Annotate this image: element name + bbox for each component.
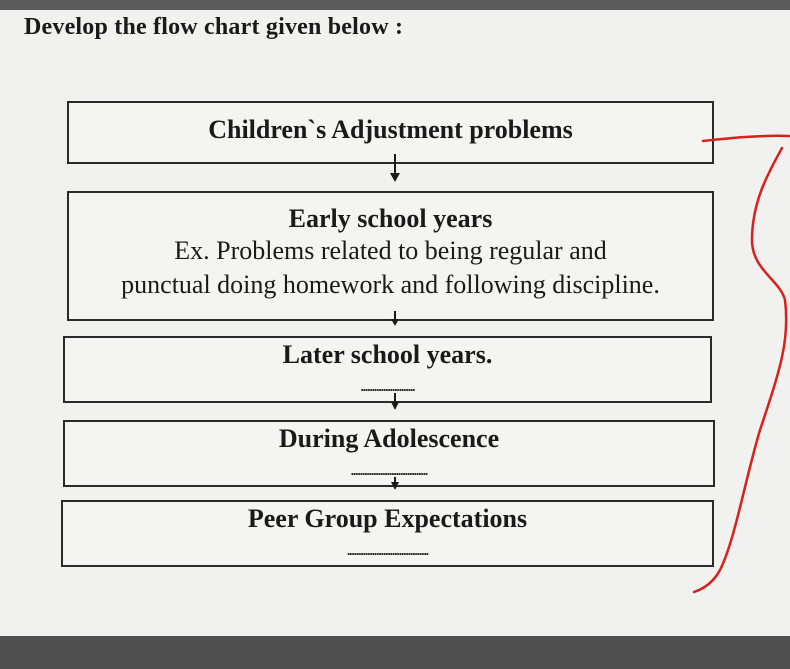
- box-title: Early school years: [288, 204, 493, 233]
- box-title: Peer Group Expectations: [247, 504, 528, 533]
- bottom-border: [0, 636, 790, 669]
- down-arrow-icon: [391, 477, 399, 490]
- blank-dotted-line: ........................: [360, 379, 415, 394]
- blank-dotted-line: ..................................: [350, 463, 428, 478]
- red-annotation-bracket: [694, 136, 789, 592]
- down-arrow-icon: [391, 311, 399, 326]
- box-title: Later school years.: [282, 340, 493, 369]
- flow-connectors: [0, 10, 790, 636]
- top-border: [0, 0, 790, 10]
- box-title: Children`s Adjustment problems: [208, 115, 573, 144]
- down-arrow-icon: [390, 154, 400, 182]
- box-title: During Adolescence: [278, 424, 500, 453]
- box-text-line-2: punctual doing homework and following discipline.: [121, 270, 660, 299]
- document-page: [0, 10, 790, 636]
- blank-dotted-line: ....................................: [347, 543, 428, 558]
- down-arrow-icon: [391, 393, 399, 410]
- box-text-line-1: Ex. Problems related to being regular and: [174, 236, 607, 265]
- question-heading: Develop the flow chart given below :: [24, 14, 404, 40]
